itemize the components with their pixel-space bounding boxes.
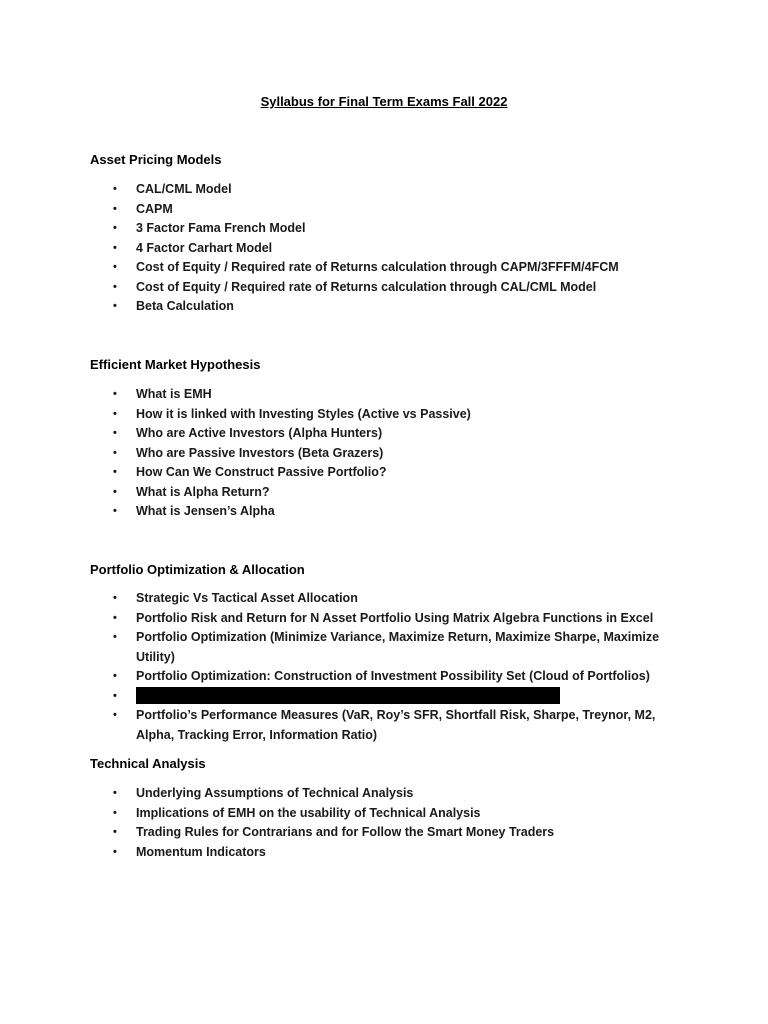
list-item xyxy=(0,804,768,824)
bullet-icon: • xyxy=(113,709,117,721)
list-item xyxy=(0,239,768,259)
list-item xyxy=(0,609,768,629)
list-item xyxy=(0,667,768,687)
list-item xyxy=(0,823,768,843)
bullet-icon: • xyxy=(113,261,117,273)
bullet-icon: • xyxy=(113,611,117,624)
list-item xyxy=(0,424,768,444)
bullet-icon: • xyxy=(113,222,117,234)
portfolio-optimization-list xyxy=(0,589,768,745)
list-item xyxy=(0,483,768,503)
list-item-text: Strategic Vs Tactical Asset Allocation xyxy=(136,591,358,605)
list-item xyxy=(0,628,768,667)
bullet-icon: • xyxy=(113,787,117,799)
list-item xyxy=(0,180,768,200)
section-heading-efficient-market-hypothesis: Efficient Market Hypothesis xyxy=(90,357,261,372)
list-item-text: Portfolio Optimization: Construction of Investment Possibility Set (Cloud of Portfolios) xyxy=(136,669,650,683)
list-item-text: Underlying Assumptions of Technical Analysis xyxy=(136,786,414,800)
bullet-icon: • xyxy=(113,826,117,838)
list-item xyxy=(0,502,768,522)
list-item xyxy=(0,784,768,804)
section-heading-asset-pricing-models: Asset Pricing Models xyxy=(90,152,222,167)
list-item xyxy=(0,589,768,609)
bullet-icon: • xyxy=(113,689,117,702)
list-item-text: Cost of Equity / Required rate of Returns calculation through CAL/CML Model xyxy=(136,279,597,294)
bullet-icon: • xyxy=(113,388,117,400)
list-item-text: Beta Calculation xyxy=(136,299,234,313)
asset-pricing-models-list xyxy=(0,180,768,317)
section-heading-portfolio-optimization: Portfolio Optimization & Allocation xyxy=(90,562,305,577)
list-item xyxy=(0,278,768,298)
bullet-icon: • xyxy=(113,485,117,498)
list-item xyxy=(0,258,768,278)
redaction-bar xyxy=(136,687,560,704)
list-item-text: Cost of Equity / Required rate of Returns calculation through CAPM/3FFFM/4FCM xyxy=(136,260,619,274)
list-item xyxy=(0,706,768,745)
list-item-text: CAPM xyxy=(136,201,173,216)
list-item-text: What is EMH xyxy=(136,387,212,401)
list-item-text: What is Alpha Return? xyxy=(136,484,270,499)
bullet-icon: • xyxy=(113,300,117,312)
list-item xyxy=(0,463,768,483)
list-item xyxy=(0,843,768,863)
list-item xyxy=(0,405,768,425)
bullet-icon: • xyxy=(113,183,117,195)
efficient-market-hypothesis-list xyxy=(0,385,768,522)
list-item-text: Who are Passive Investors (Beta Grazers) xyxy=(136,445,384,460)
list-item-text: CAL/CML Model xyxy=(136,182,232,196)
list-item-text: Momentum Indicators xyxy=(136,844,266,859)
bullet-icon: • xyxy=(113,280,117,293)
list-item xyxy=(0,297,768,317)
list-item xyxy=(0,219,768,239)
list-item-text: Portfolio Optimization (Minimize Variance, Maximize Return, Maximize Sharpe, Maximize Utility) xyxy=(136,630,660,664)
list-item-text: What is Jensen’s Alpha xyxy=(136,504,275,518)
bullet-icon: • xyxy=(113,806,117,819)
bullet-icon: • xyxy=(113,446,117,459)
list-item xyxy=(0,200,768,220)
bullet-icon: • xyxy=(113,241,117,254)
list-item-text: Portfolio’s Performance Measures (VaR, Roy’s SFR, Shortfall Risk, Sharpe, Treynor, M2, Alpha, Tracking Error, Information Ratio) xyxy=(136,708,656,742)
list-item-text: How it is linked with Investing Styles (Active vs Passive) xyxy=(136,406,471,421)
bullet-icon: • xyxy=(113,845,117,858)
list-item-text: How Can We Construct Passive Portfolio? xyxy=(136,465,387,479)
technical-analysis-list xyxy=(0,784,768,862)
list-item-text: 4 Factor Carhart Model xyxy=(136,240,273,255)
bullet-icon: • xyxy=(113,592,117,604)
section-heading-technical-analysis: Technical Analysis xyxy=(90,756,206,771)
list-item-text: Portfolio Risk and Return for N Asset Portfolio Using Matrix Algebra Functions in Excel xyxy=(136,610,654,625)
list-item xyxy=(0,444,768,464)
list-item xyxy=(0,385,768,405)
bullet-icon: • xyxy=(113,407,117,420)
list-item-text: 3 Factor Fama French Model xyxy=(136,221,306,235)
bullet-icon: • xyxy=(113,202,117,215)
bullet-icon: • xyxy=(113,631,117,643)
list-item-redacted xyxy=(0,687,768,707)
list-item-text: Trading Rules for Contrarians and for Follow the Smart Money Traders xyxy=(136,825,555,839)
bullet-icon: • xyxy=(113,670,117,682)
document-title: Syllabus for Final Term Exams Fall 2022 xyxy=(260,94,508,109)
list-item-text: Implications of EMH on the usability of Technical Analysis xyxy=(136,805,481,820)
bullet-icon: • xyxy=(113,505,117,517)
bullet-icon: • xyxy=(113,427,117,439)
bullet-icon: • xyxy=(113,466,117,478)
list-item-text: Who are Active Investors (Alpha Hunters) xyxy=(136,426,383,440)
